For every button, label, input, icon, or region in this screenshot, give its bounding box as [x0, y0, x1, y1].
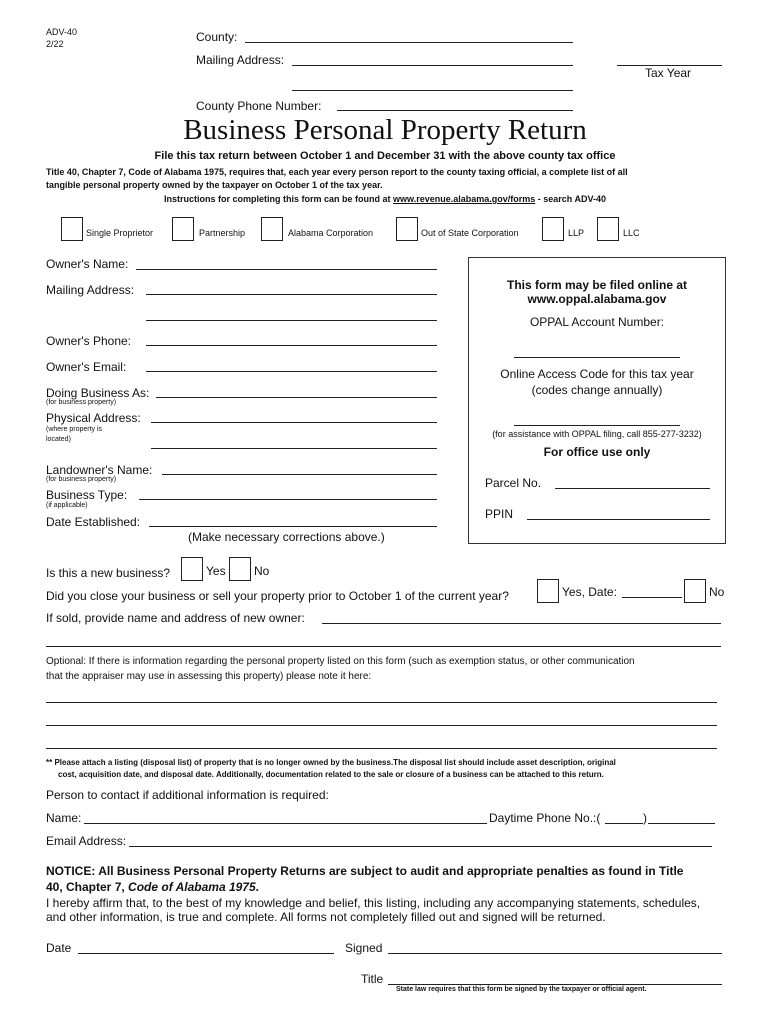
closed-no-label: No — [709, 585, 725, 599]
llc-label: LLC — [623, 228, 640, 238]
parcel-label: Parcel No. — [485, 476, 542, 490]
office-use-heading: For office use only — [543, 445, 651, 459]
subtitle: File this tax return between October 1 and December 31 with the above county tax office — [154, 150, 616, 162]
notes-field-2[interactable] — [46, 725, 717, 726]
new-business-no-label: No — [254, 564, 270, 578]
physical-note-1: (where property is — [46, 426, 103, 433]
owner-mailing-label: Mailing Address: — [46, 283, 135, 297]
contact-name-field[interactable] — [84, 823, 487, 824]
instructions-prefix: Instructions for completing this form can be found at — [164, 194, 391, 204]
date-field[interactable] — [78, 953, 334, 954]
physical-address-field[interactable] — [151, 422, 437, 423]
county-mailing-field-2[interactable] — [292, 90, 573, 91]
single-proprietor-checkbox[interactable] — [61, 217, 83, 241]
owners-name-field[interactable] — [136, 269, 437, 270]
owners-phone-field[interactable] — [146, 345, 437, 346]
county-label: County: — [196, 30, 238, 44]
landowner-label: Landowner's Name: — [46, 463, 153, 477]
owners-email-label: Owner's Email: — [46, 360, 127, 374]
signed-label: Signed — [345, 941, 383, 955]
notice-line-2 — [46, 880, 259, 894]
notes-field-3[interactable] — [46, 748, 717, 749]
email-address-label: Email Address: — [46, 834, 127, 848]
optional-line-2: that the appraiser may use in assessing this property) please note it here: — [46, 671, 372, 682]
landowner-note: (for business property) — [46, 476, 117, 483]
new-business-yes-checkbox[interactable] — [181, 557, 203, 581]
ppin-label: PPIN — [485, 507, 514, 521]
instructions-link[interactable]: www.revenue.alabama.gov/forms — [393, 194, 536, 204]
contact-label: Person to contact if additional information is required: — [46, 788, 329, 802]
notice-line-1: NOTICE: All Business Personal Property Returns are subject to audit and appropriate penalties as found in Title — [46, 864, 684, 878]
title-label: Title — [361, 972, 384, 986]
alabama-corporation-checkbox[interactable] — [261, 217, 283, 241]
intro-line-2: tangible personal property owned by the taxpayer on October 1 of the tax year. — [46, 180, 383, 190]
access-code-field[interactable] — [514, 425, 680, 426]
access-code-line-1: Online Access Code for this tax year — [500, 367, 694, 381]
daytime-phone-field[interactable] — [648, 823, 715, 824]
signature-field[interactable] — [388, 953, 722, 954]
llp-label: LLP — [568, 228, 585, 238]
county-phone-field[interactable] — [337, 110, 573, 111]
affirm-line-1: I hereby affirm that, to the best of my knowledge and belief, this listing, including any accompanying statements, schedules, — [46, 896, 701, 910]
closed-question: Did you close your business or sell your property prior to October 1 of the current year? — [46, 589, 509, 603]
ppin-field[interactable] — [527, 519, 710, 520]
partnership-checkbox[interactable] — [172, 217, 194, 241]
county-phone-label: County Phone Number: — [196, 99, 322, 113]
new-business-yes-label: Yes — [206, 564, 226, 578]
out-of-state-corporation-checkbox[interactable] — [396, 217, 418, 241]
county-field[interactable] — [245, 42, 573, 43]
notice-code-ref: Code of Alabama 1975 — [128, 880, 256, 894]
sold-label: If sold, provide name and address of new owner: — [46, 611, 305, 625]
business-type-field[interactable] — [139, 499, 437, 500]
signature-note: State law requires that this form be signed by the taxpayer or official agent. — [396, 986, 647, 993]
instructions-suffix: - search ADV-40 — [537, 194, 606, 204]
county-mailing-label: Mailing Address: — [196, 53, 285, 67]
notes-field-1[interactable] — [46, 702, 717, 703]
county-mailing-field[interactable] — [292, 65, 573, 66]
new-business-question: Is this a new business? — [46, 566, 171, 580]
closed-yes-label: Yes, Date: — [562, 585, 617, 599]
dba-field[interactable] — [156, 397, 437, 398]
form-id: ADV-40 — [46, 27, 78, 37]
new-owner-field-2[interactable] — [46, 646, 721, 647]
access-code-line-2: (codes change annually) — [531, 383, 663, 397]
online-line-1: This form may be filed online at — [506, 278, 688, 292]
disposal-note-line-1: ** Please attach a listing (disposal list) of property that is no longer owned by the business.The disposal list should include asset description, original — [46, 758, 616, 767]
new-owner-field[interactable] — [322, 623, 721, 624]
parcel-field[interactable] — [555, 488, 710, 489]
contact-name-label: Name: — [46, 811, 82, 825]
notice-title-ref: 40, Chapter 7, — [46, 880, 125, 894]
affirm-line-2: and other information, is true and complete. All forms not completely filled out and signed will be returned. — [46, 910, 606, 924]
date-label: Date — [46, 941, 72, 955]
closed-date-field[interactable] — [622, 597, 682, 598]
oppal-account-label: OPPAL Account Number: — [529, 315, 665, 329]
alabama-corporation-label: Alabama Corporation — [288, 228, 374, 238]
physical-address-label: Physical Address: — [46, 411, 141, 425]
form-date: 2/22 — [46, 39, 64, 49]
single-proprietor-label: Single Proprietor — [86, 228, 154, 238]
new-business-no-checkbox[interactable] — [229, 557, 251, 581]
partnership-label: Partnership — [199, 228, 246, 238]
closed-no-checkbox[interactable] — [684, 579, 706, 603]
notice-period: . — [255, 880, 259, 894]
dba-note: (for business property) — [46, 399, 117, 406]
email-address-field[interactable] — [129, 846, 712, 847]
closed-yes-checkbox[interactable] — [537, 579, 559, 603]
date-established-field[interactable] — [149, 526, 437, 527]
owners-phone-label: Owner's Phone: — [46, 334, 132, 348]
business-type-note: (if applicable) — [46, 502, 88, 509]
out-of-state-corporation-label: Out of State Corporation — [421, 228, 519, 238]
physical-address-field-2[interactable] — [151, 448, 437, 449]
oppal-assistance: (for assistance with OPPAL filing, call 855-277-3232) — [492, 429, 702, 439]
business-type-label: Business Type: — [46, 488, 128, 502]
owners-email-field[interactable] — [146, 371, 437, 372]
signer-title-field[interactable] — [388, 984, 722, 985]
owner-mailing-field-2[interactable] — [146, 320, 437, 321]
online-line-2[interactable]: www.oppal.alabama.gov — [527, 292, 667, 306]
instructions-line — [0, 194, 770, 204]
tax-year-label: Tax Year — [645, 66, 692, 80]
dba-label: Doing Business As: — [46, 386, 150, 400]
page-title: Business Personal Property Return — [183, 114, 587, 146]
corrections-note: (Make necessary corrections above.) — [188, 530, 385, 544]
daytime-phone-close: ) — [643, 811, 647, 825]
oppal-account-field[interactable] — [514, 357, 680, 358]
physical-note-2: located) — [46, 436, 71, 443]
llp-checkbox[interactable] — [542, 217, 564, 241]
owners-name-label: Owner's Name: — [46, 257, 129, 271]
landowner-field[interactable] — [162, 474, 437, 475]
intro-line-1: Title 40, Chapter 7, Code of Alabama 1975, requires that, each year every person report to the county taxing official, a complete list of all — [46, 167, 628, 177]
optional-line-1: Optional: If there is information regarding the personal property listed on this form (such as exemption status, or other communication — [46, 656, 635, 667]
online-filing-box — [468, 257, 726, 544]
disposal-note-line-2: cost, acquisition date, and disposal date. Additionally, documentation related to the sale or closure of a business can be attached to this return. — [58, 770, 604, 779]
date-established-label: Date Established: — [46, 515, 141, 529]
llc-checkbox[interactable] — [597, 217, 619, 241]
daytime-phone-label: Daytime Phone No.:( — [489, 811, 601, 825]
phone-area-code-field[interactable] — [605, 823, 643, 824]
owner-mailing-field[interactable] — [146, 294, 437, 295]
